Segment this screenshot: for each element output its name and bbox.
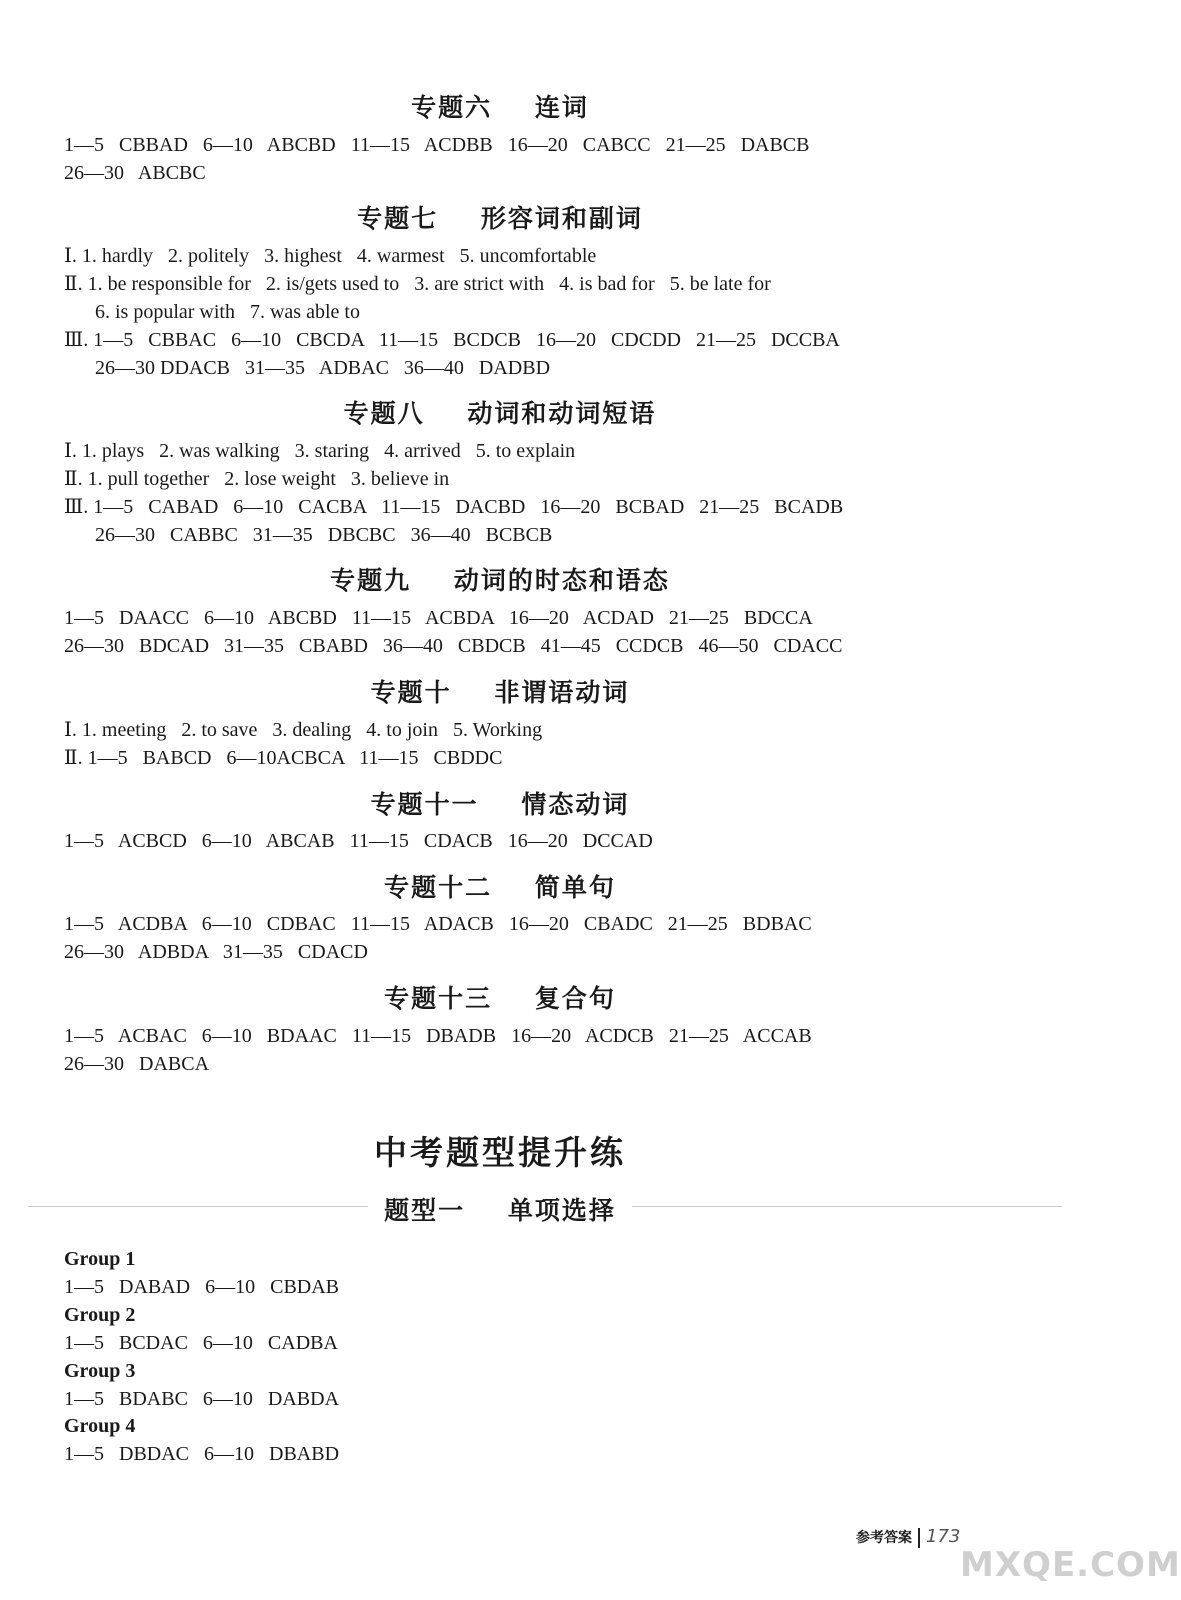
answer-line: 1—5 DAACC 6—10 ABCBD 11—15 ACBDA 16—20 ACDAD 21—25 BDCCA [64, 607, 813, 629]
answer-line: 26—30 ABCBC [64, 162, 206, 184]
answer-line: 1—5 CBBAD 6—10 ABCBD 11—15 ACDBB 16—20 CABCC 21—25 DABCB [64, 134, 810, 156]
section-title-8: 专题八 动词和动词短语 [343, 399, 657, 428]
page-number: 173 [926, 1526, 961, 1547]
part-title: 中考题型提升练 [374, 1133, 626, 1172]
section-title-12: 专题十二 简单句 [384, 873, 616, 902]
answer-line: Ⅰ. 1. meeting 2. to save 3. dealing 4. to join 5. Working [64, 719, 543, 741]
answer-line: 26—30 ADBDA 31—35 CDACD [64, 941, 368, 963]
answer-line: Ⅰ. 1. plays 2. was walking 3. staring 4. arrived 5. to explain [64, 440, 576, 462]
answer-line: 1—5 ACBAC 6—10 BDAAC 11—15 DBADB 16—20 ACDCB 21—25 ACCAB [64, 1025, 812, 1047]
section-title-13: 专题十三 复合句 [384, 984, 616, 1013]
section-title-9: 专题九 动词的时态和语态 [330, 566, 670, 595]
answer-line: Ⅲ. 1—5 CBBAC 6—10 CBCDA 11—15 BCDCB 16—20 CDCDD 21—25 DCCBA [64, 329, 840, 351]
answer-line: 26—30 DABCA [64, 1053, 210, 1075]
section-title-6: 专题六 连词 [411, 93, 589, 122]
group-answers: 1—5 BDABC 6—10 DABDA [64, 1388, 340, 1410]
section-title-7: 专题七 形容词和副词 [357, 204, 643, 233]
group-answers: 1—5 DBDAC 6—10 DBABD [64, 1443, 340, 1465]
divider-right [632, 1206, 1062, 1207]
footer-divider [918, 1528, 920, 1548]
answer-line: Ⅱ. 1. pull together 2. lose weight 3. believe in [64, 468, 450, 490]
watermark-logo: MXQE.COM [960, 1545, 1181, 1585]
answer-line: Ⅰ. 1. hardly 2. politely 3. highest 4. warmest 5. uncomfortable [64, 245, 597, 267]
subsection-title: 题型一 单项选择 [384, 1196, 616, 1225]
group-label: Group 1 [64, 1248, 136, 1270]
answer-line: 26—30 BDCAD 31—35 CBABD 36—40 CBDCB 41—45 CCDCB 46—50 CDACC [64, 635, 843, 657]
footer-label: 参考答案 [856, 1530, 912, 1546]
answer-line: 1—5 ACBCD 6—10 ABCAB 11—15 CDACB 16—20 DCCAD [64, 830, 653, 852]
group-label: Group 3 [64, 1360, 136, 1382]
section-title-10: 专题十 非谓语动词 [370, 678, 630, 707]
answer-line: 26—30 CABBC 31—35 DBCBC 36—40 BCBCB [95, 524, 553, 546]
page-footer [856, 1526, 960, 1548]
section-title-11: 专题十一 情态动词 [370, 790, 630, 819]
answer-line: Ⅱ. 1. be responsible for 2. is/gets used to 3. are strict with 4. is bad for 5. be late for [64, 273, 771, 295]
answer-line: Ⅱ. 1—5 BABCD 6—10ACBCA 11—15 CBDDC [64, 747, 503, 769]
answer-line: Ⅲ. 1—5 CABAD 6—10 CACBA 11—15 DACBD 16—20 BCBAD 21—25 BCADB [64, 496, 844, 518]
group-label: Group 4 [64, 1415, 136, 1437]
group-label: Group 2 [64, 1304, 136, 1326]
answer-line: 1—5 ACDBA 6—10 CDBAC 11—15 ADACB 16—20 CBADC 21—25 BDBAC [64, 913, 812, 935]
group-answers: 1—5 DABAD 6—10 CBDAB [64, 1276, 340, 1298]
answer-line: 26—30 DDACB 31—35 ADBAC 36—40 DADBD [95, 357, 551, 379]
answer-line: 6. is popular with 7. was able to [95, 301, 360, 323]
group-answers: 1—5 BCDAC 6—10 CADBA [64, 1332, 338, 1354]
